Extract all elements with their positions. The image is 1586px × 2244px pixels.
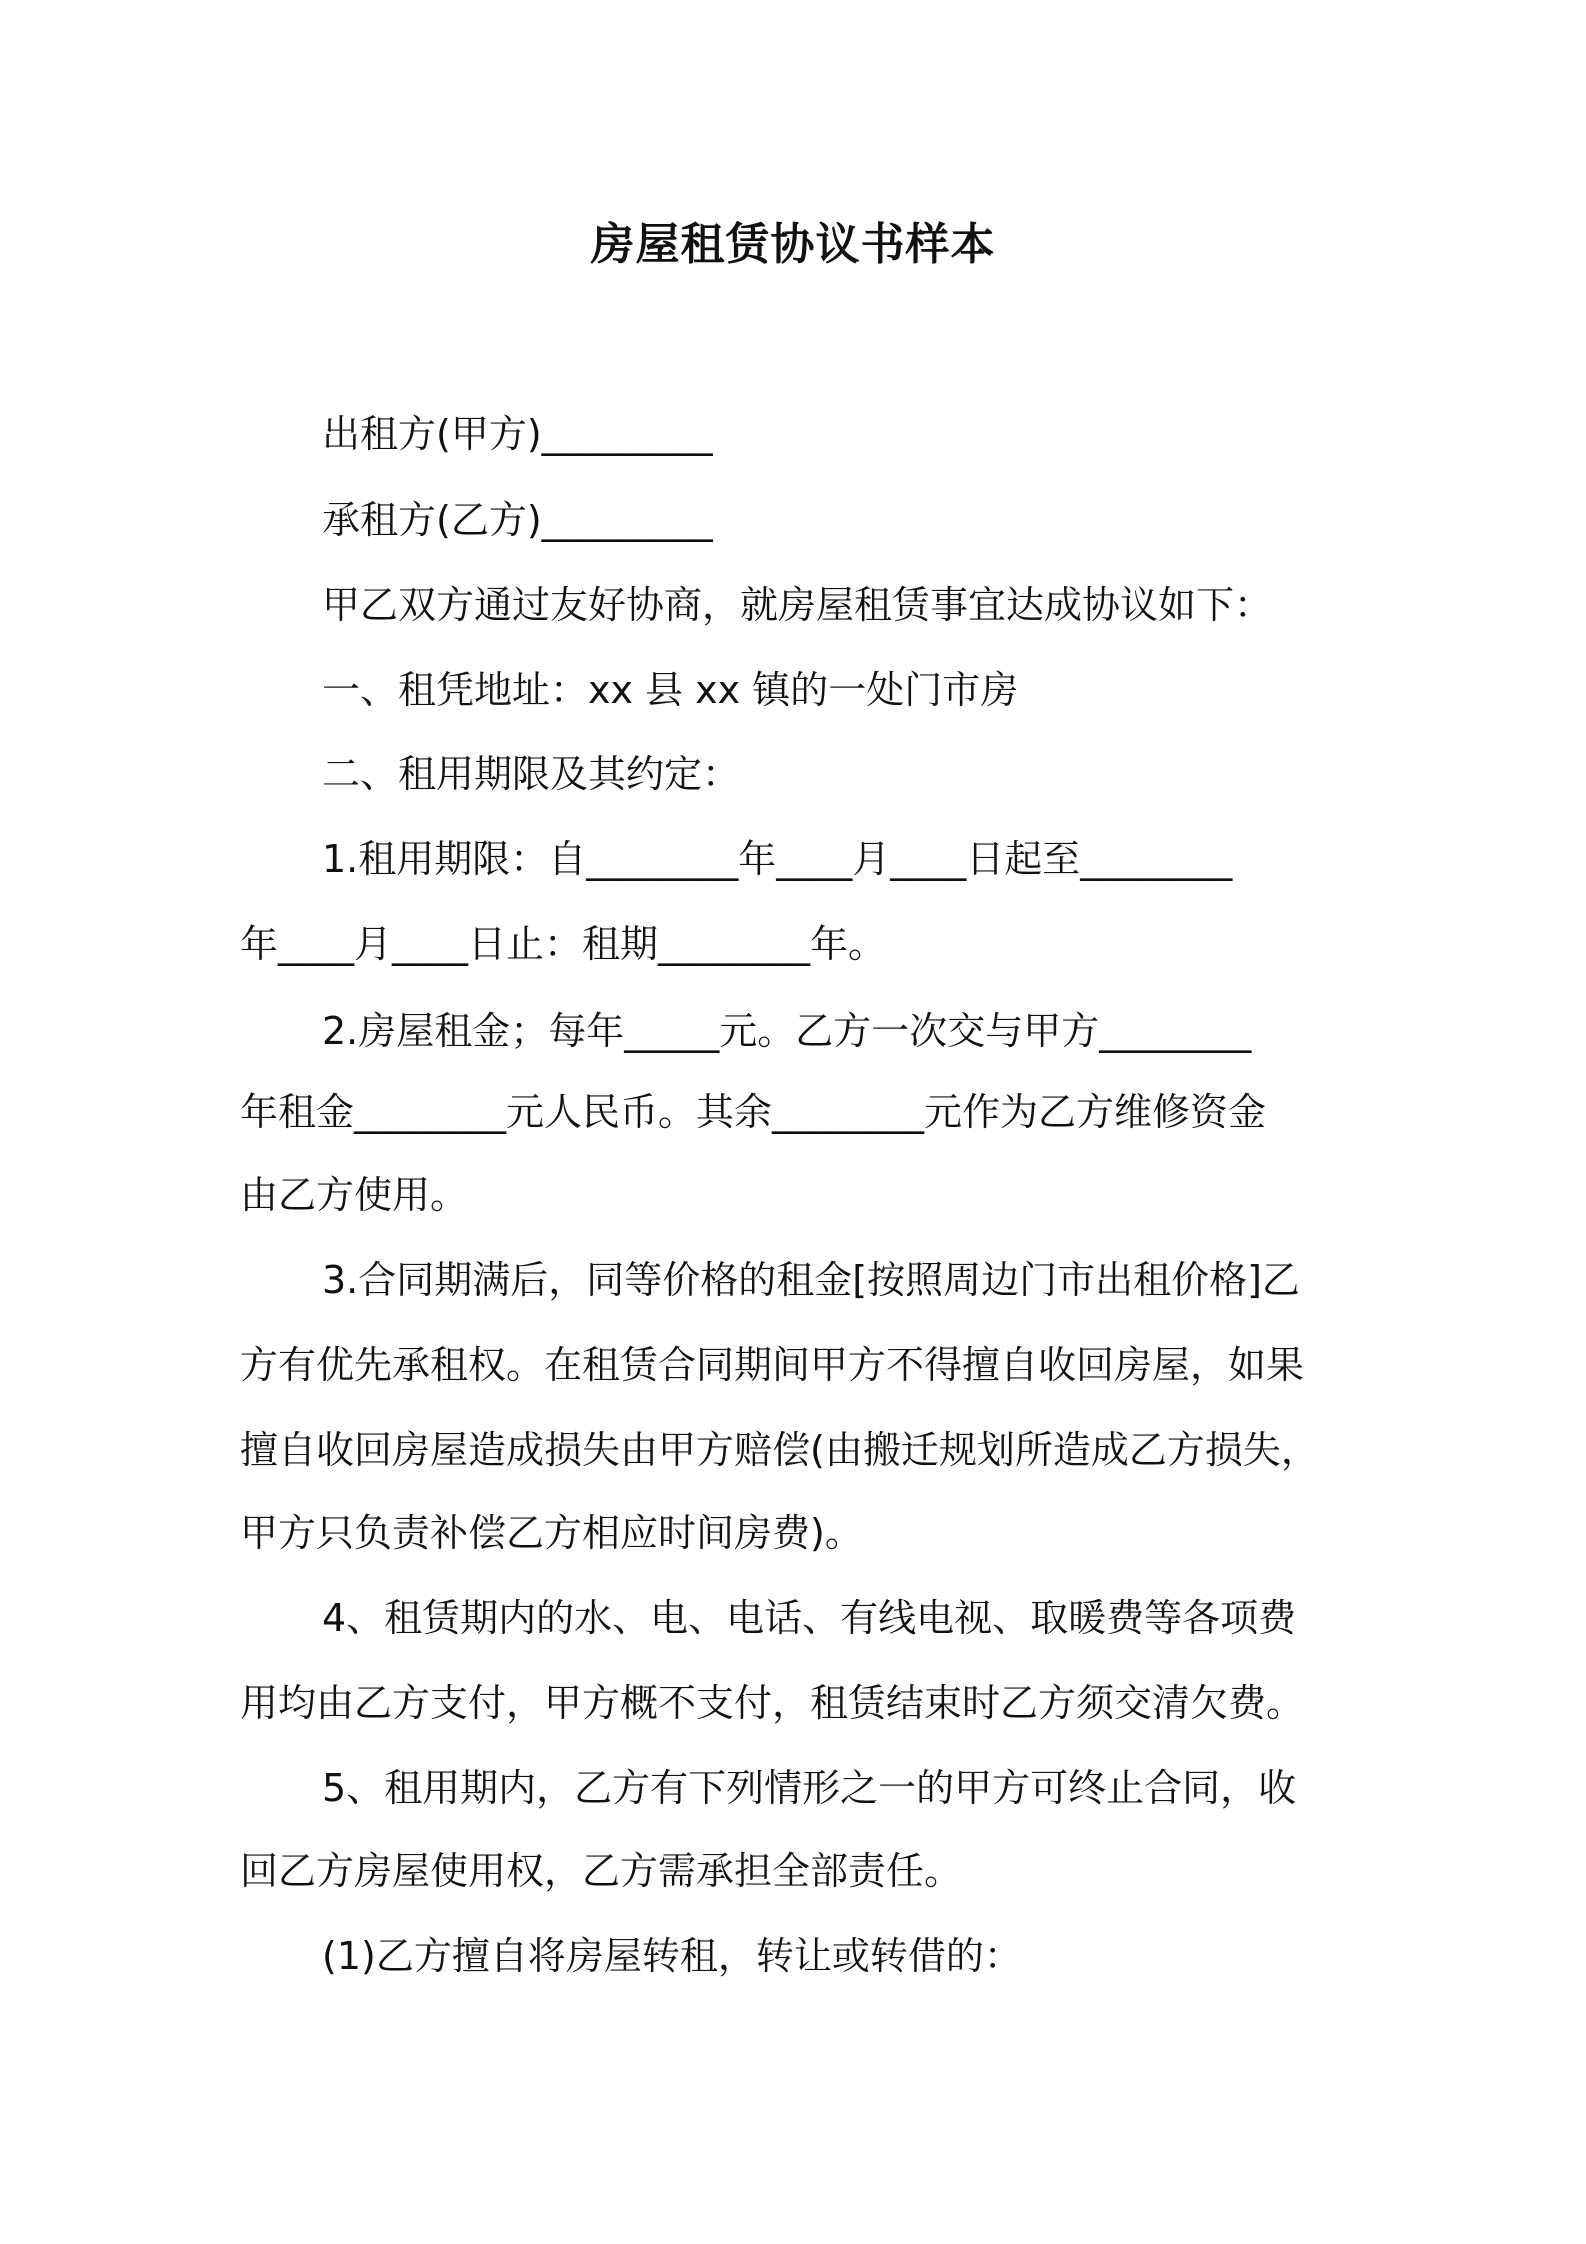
rent-line-2: 年租金________元人民币。其余________元作为乙方维修资金 <box>240 1090 1267 1134</box>
rent-line-3: 由乙方使用。 <box>240 1173 469 1217</box>
term-line-1: 1.租用期限：自________年____月____日起至________ <box>322 837 1233 881</box>
intro-line: 甲乙双方通过友好协商，就房屋租赁事宜达成协议如下： <box>322 583 1273 627</box>
clause-2-heading: 二、租用期限及其约定： <box>322 752 741 796</box>
document-title: 房屋租赁协议书样本 <box>590 219 996 270</box>
renewal-line-3: 擅自收回房屋造成损失由甲方赔偿(由搬迁规划所造成乙方损失， <box>240 1428 1319 1472</box>
clause-1-address: 一、租凭地址：xx 县 xx 镇的一处门市房 <box>322 668 1019 712</box>
lessee-line: 承租方(乙方)_________ <box>322 498 713 542</box>
termination-item-1: (1)乙方擅自将房屋转租，转让或转借的： <box>322 1934 1022 1978</box>
lessor-line: 出租方(甲方)_________ <box>322 412 713 456</box>
termination-line-1: 5、租用期内，乙方有下列情形之一的甲方可终止合同，收 <box>322 1766 1297 1810</box>
utilities-line-2: 用均由乙方支付，甲方概不支付，租赁结束时乙方须交清欠费。 <box>240 1681 1305 1725</box>
renewal-line-2: 方有优先承租权。在租赁合同期间甲方不得擅自收回房屋，如果 <box>240 1343 1305 1387</box>
renewal-line-4: 甲方只负责补偿乙方相应时间房费)。 <box>240 1511 863 1555</box>
rent-line-1: 2.房屋租金；每年_____元。乙方一次交与甲方________ <box>322 1009 1252 1053</box>
term-line-2: 年____月____日止：租期________年。 <box>240 922 887 966</box>
termination-line-2: 回乙方房屋使用权，乙方需承担全部责任。 <box>240 1849 963 1893</box>
utilities-line-1: 4、租赁期内的水、电、电话、有线电视、取暖费等各项费 <box>322 1596 1297 1640</box>
renewal-line-1: 3.合同期满后，同等价格的租金[按照周边门市出租价格]乙 <box>322 1258 1300 1302</box>
